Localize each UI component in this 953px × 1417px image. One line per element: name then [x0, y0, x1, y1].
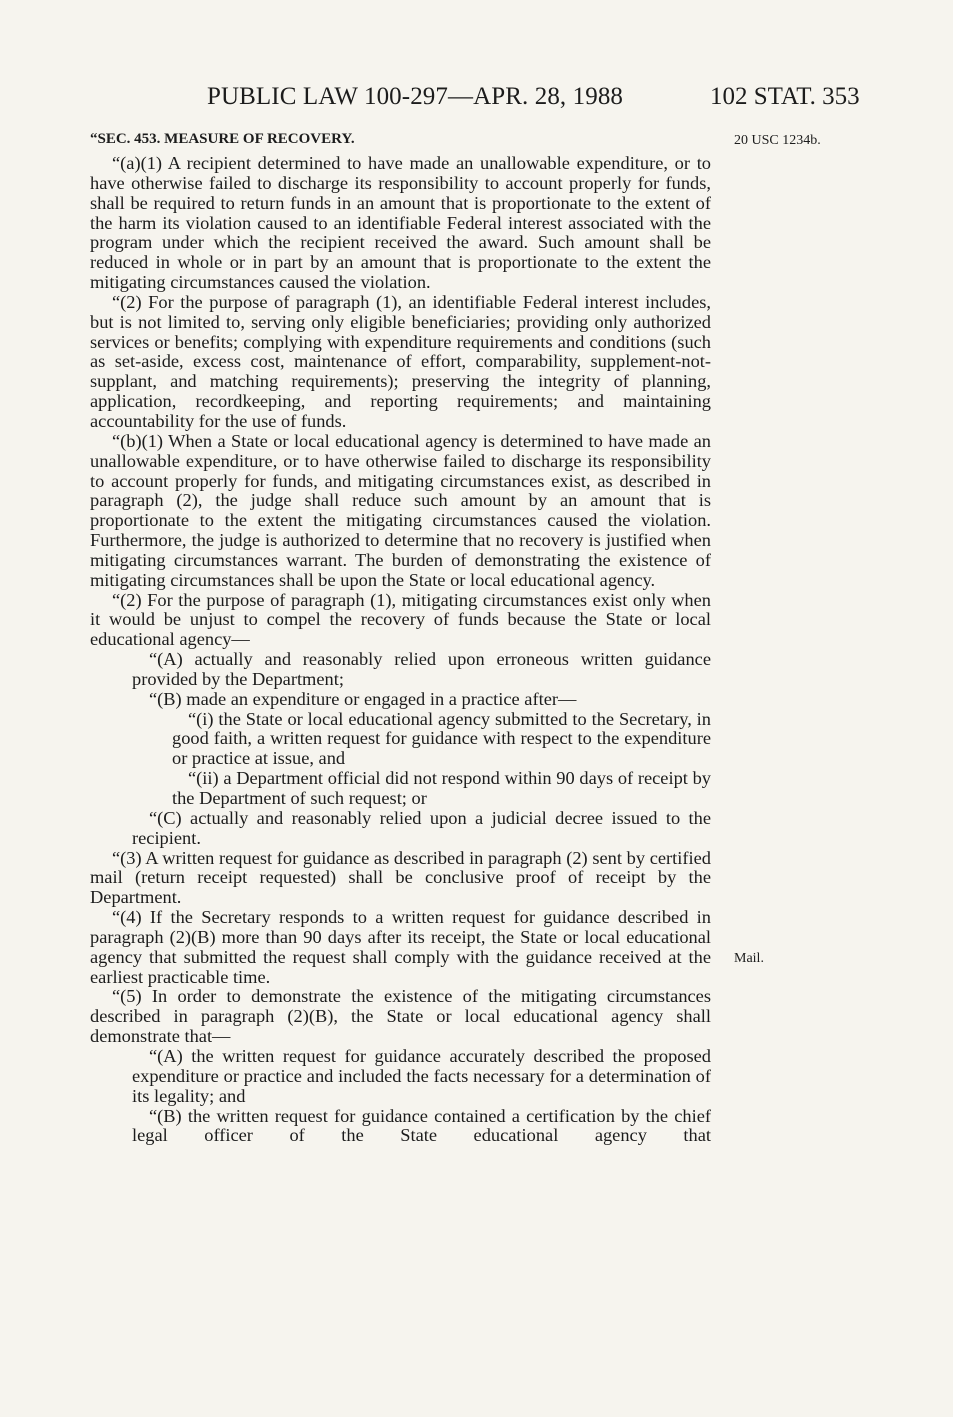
section-heading: “SEC. 453. MEASURE OF RECOVERY. — [90, 131, 355, 147]
paragraph-b5-b: “(B) the written request for guidance contained a certification by the chief legal officer of the State educational agency that — [132, 1105, 711, 1146]
paragraph-b2: “(2) For the purpose of paragraph (1), mitigating circumstances exist only when it would be unjust to compel the recovery of funds because the State or local educational agency— — [90, 589, 711, 650]
margin-citation: 20 USC 1234b. — [734, 133, 821, 148]
paragraph-b5-a: “(A) the written request for guidance accurately described the proposed expenditure or practice and included the facts necessary for a determination of its legality; and — [132, 1045, 711, 1106]
paragraph-a1: “(a)(1) A recipient determined to have made an unallowable expenditure, or to have otherwise failed to discharge its responsibility to account properly for funds, shall be required to return funds in an amount that is proportionate to the extent of the harm its violation caused to an identifiable Federal interest associated with the program under which the recipient received the award. Such amount shall be reduced in whole or in part by an amount that is proportionate to the extent the mitigating circumstances caused the violation. — [90, 153, 711, 293]
paragraph-b2-c: “(C) actually and reasonably relied upon a judicial decree issued to the recipient. — [132, 807, 711, 848]
paragraph-b2-a: “(A) actually and reasonably relied upon erroneous written guidance provided by the Department; — [132, 649, 711, 689]
paragraph-b5: “(5) In order to demonstrate the existence of the mitigating circumstances described in paragraph (2)(B), the State or local educational agency shall demonstrate that— — [90, 986, 711, 1047]
margin-note-mail: Mail. — [734, 951, 764, 966]
paragraph-b2-b-ii: “(ii) a Department official did not respond within 90 days of receipt by the Department of such request; or — [172, 768, 711, 808]
section-body — [90, 154, 711, 1146]
page-stat-number: 102 STAT. 353 — [710, 83, 860, 110]
paragraph-b2-b-i: “(i) the State or local educational agency submitted to the Secretary, in good faith, a written request for guidance with respect to the expenditure or practice at issue, and — [172, 708, 711, 769]
paragraph-b4: “(4) If the Secretary responds to a written request for guidance described in paragraph (2)(B) more than 90 days after its receipt, the State or local educational agency that submitted the request shall comply with the guidance received at the earliest practicable time. — [90, 907, 711, 987]
paragraph-a2: “(2) For the purpose of paragraph (1), an identifiable Federal interest includes, but is not limited to, serving only eligible beneficiaries; providing only authorized services or benefits; complying with expenditure requirements and conditions (such as set-aside, excess cost, maintenance of effort, comparability, supplement-not-supplant, and matching requirements); preserving the integrity of planning, application, recordkeeping, and reporting requirements; and maintaining accountability for the use of funds. — [90, 291, 711, 431]
paragraph-b2-b: “(B) made an expenditure or engaged in a practice after— — [149, 688, 577, 709]
paragraph-b1: “(b)(1) When a State or local educational agency is determined to have made an unallowable expenditure, or to have otherwise failed to discharge its responsibility to account properly for funds, and mitigating circumstances exist, as described in paragraph (2), the judge shall reduce such amount by an amount that is proportionate to the extent the mitigating circumstances caused the violation. Furthermore, the judge is authorized to determine that no recovery is justified when mitigating circumstances warrant. The burden of demonstrating the existence of mitigating circumstances shall be upon the State or local educational agency. — [90, 430, 711, 590]
running-header-title: PUBLIC LAW 100-297—APR. 28, 1988 — [207, 83, 624, 110]
paragraph-b3: “(3) A written request for guidance as described in paragraph (2) sent by certified mail (return receipt requested) shall be conclusive proof of receipt by the Department. — [90, 847, 711, 908]
